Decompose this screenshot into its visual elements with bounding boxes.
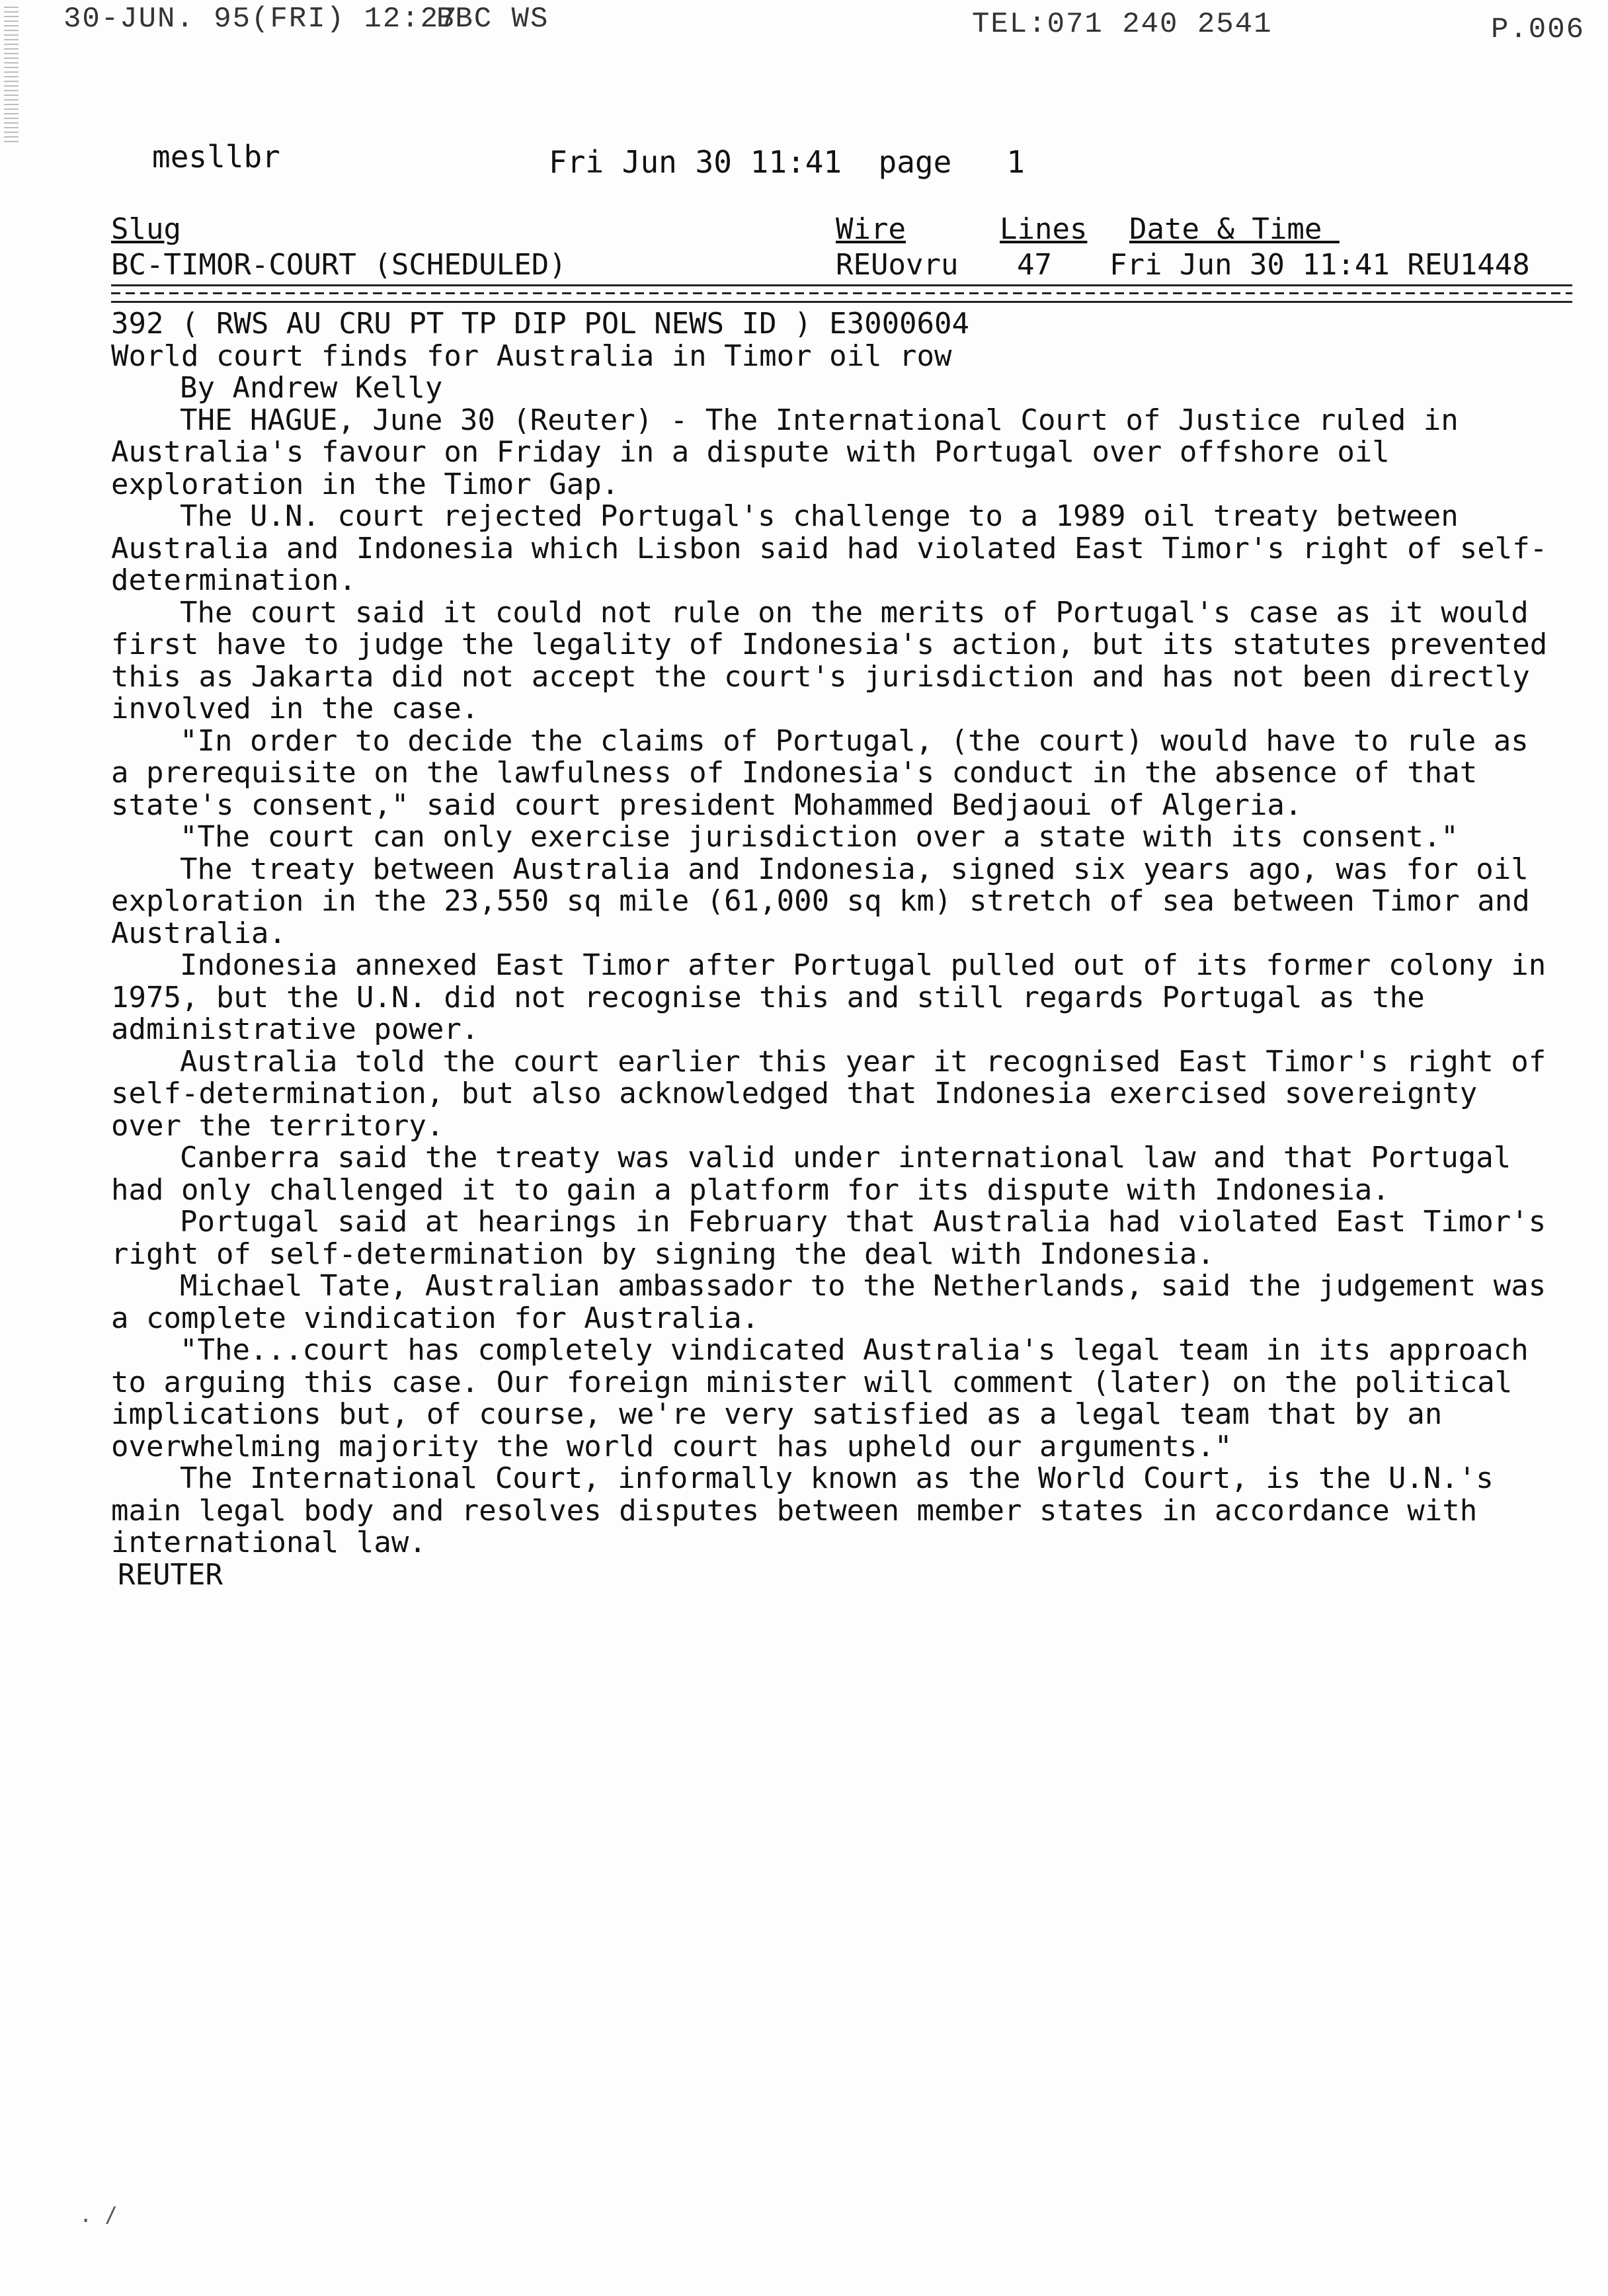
- date-time-label: Date & Time: [1129, 212, 1322, 246]
- paragraph: The U.N. court rejected Portugal's challenge to a 1989 oil treaty between Australia and Indonesia which Lisbon said had violated East Timor's right of self-determination.: [111, 499, 1548, 597]
- meta-label-row: Slug Wire Lines Date & Time: [111, 212, 1572, 247]
- double-rule-divider: [111, 284, 1572, 303]
- paragraph: Canberra said the treaty was valid under international law and that Portugal had only challenged it to gain a platform for its dispute with Indonesia.: [111, 1141, 1511, 1207]
- category-codes: 392 ( RWS AU CRU PT TP DIP POL NEWS ID ) E3000604: [111, 307, 970, 341]
- headline: World court finds for Australia in Timor oil row: [111, 339, 952, 373]
- paragraph: "In order to decide the claims of Portugal, (the court) would have to rule as a prerequisite on the lawfulness of Indonesia's conduct in the absence of that state's consent," said court president Mohammed Bedjaoui of Algeria.: [111, 723, 1529, 822]
- paragraph: Portugal said at hearings in February that Australia had violated East Timor's right of self-determination by signing the deal with Indonesia.: [111, 1205, 1547, 1271]
- paragraph: THE HAGUE, June 30 (Reuter) - The International Court of Justice ruled in Australia's favour on Friday in a dispute with Portugal over offshore oil exploration in the Timor Gap.: [111, 403, 1459, 501]
- byline: By Andrew Kelly: [180, 371, 443, 405]
- date-time-value: Fri Jun 30 11:41 REU1448: [1109, 248, 1530, 282]
- fax-date-time: 30-JUN. 95(FRI) 12:27: [63, 3, 458, 36]
- scan-corner-mark: . /: [79, 2202, 118, 2227]
- wire-label: Wire: [836, 212, 906, 246]
- paragraph: Australia told the court earlier this year it recognised East Timor's right of self-determination, but also acknowledged that Indonesia exercised sovereignty over the territory.: [111, 1044, 1547, 1143]
- paragraph: Indonesia annexed East Timor after Portugal pulled out of its former colony in 1975, but the U.N. did not recognise this and still regards Portugal as the administrative power.: [111, 948, 1547, 1046]
- paragraph: "The...court has completely vindicated Australia's legal team in its approach to arguing this case. Our foreign minister will comment (later) on the political implications but, of course, we're very satisfied as a legal team that by an overwhelming majority the world court has upheld our arguments.": [111, 1333, 1529, 1463]
- slug-value: BC-TIMOR-COURT (SCHEDULED): [111, 248, 567, 282]
- paragraph: "The court can only exercise jurisdiction over a state with its consent.": [180, 820, 1459, 854]
- paragraph: The treaty between Australia and Indonesia, signed six years ago, was for oil exploration in the 23,550 sq mile (61,000 sq km) stretch of sea between Timor and Australia.: [111, 852, 1530, 950]
- meta-value-row: [111, 247, 1572, 283]
- wire-date-page: Fri Jun 30 11:41 page 1: [549, 144, 1025, 180]
- paragraph: The International Court, informally known as the World Court, is the U.N.'s main legal body and resolves disputes between member states in accordance with international law.: [111, 1461, 1494, 1559]
- fax-transmission-header: [0, 3, 1608, 49]
- lines-label: Lines: [1000, 212, 1088, 246]
- paragraph: The court said it could not rule on the merits of Portugal's case as it would first have to judge the legality of Indonesia's action, but its statutes prevented this as Jakarta did not accept the court's jurisdiction and has not been directly involved in the case.: [111, 595, 1548, 725]
- fax-station: BBC WS: [436, 3, 549, 36]
- wire-user-id: mesllbr: [152, 139, 280, 175]
- story-meta-table: [111, 212, 1572, 283]
- fax-telephone: TEL:071 240 2541: [972, 8, 1273, 41]
- story-body: [111, 308, 1552, 1591]
- lines-value: 47: [1017, 248, 1052, 282]
- paragraph: Michael Tate, Australian ambassador to the Netherlands, said the judgement was a complete vindication for Australia.: [111, 1269, 1547, 1335]
- fax-page-number: P.006: [1491, 13, 1586, 46]
- wire-value: REUovru: [836, 248, 959, 282]
- sign-off: REUTER: [118, 1557, 223, 1592]
